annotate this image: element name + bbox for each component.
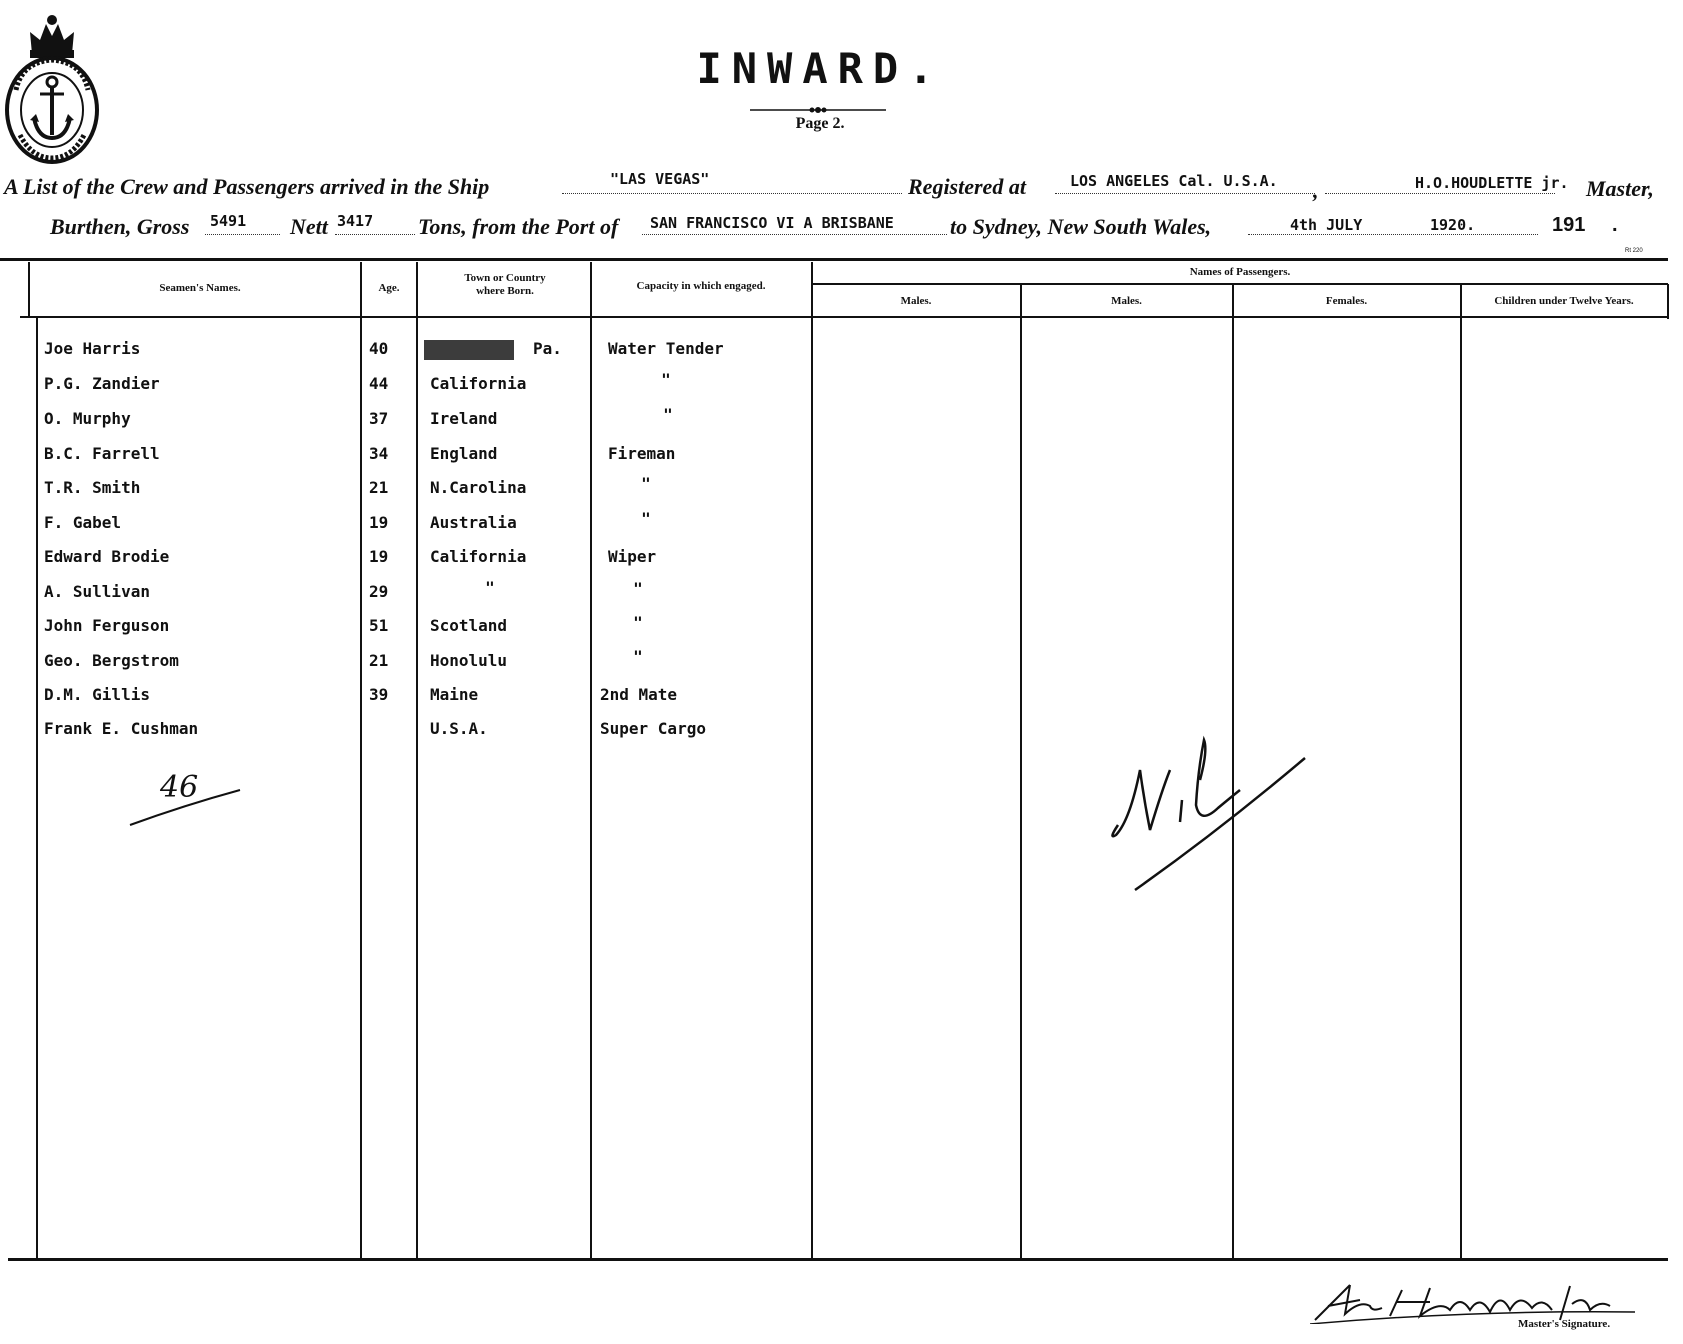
header-seamen: Seamen's Names. bbox=[159, 282, 241, 294]
col-line bbox=[1667, 284, 1669, 319]
header-born: Town or Country where Born. bbox=[464, 272, 546, 297]
crew-name: Frank E. Cushman bbox=[44, 719, 199, 738]
port-field: SAN FRANCISCO VI A BRISBANE bbox=[650, 214, 894, 232]
line2-label-port: Tons, from the Port of bbox=[418, 214, 619, 239]
master-dots bbox=[1325, 193, 1555, 194]
header-passengers: Names of Passengers. bbox=[1189, 266, 1291, 278]
port-dots bbox=[642, 234, 947, 235]
registered-field: LOS ANGELES Cal. U.S.A. bbox=[1070, 172, 1278, 190]
crew-name: Joe Harris bbox=[44, 339, 141, 358]
crew-capacity: " bbox=[633, 647, 643, 666]
header-females: Females. bbox=[1325, 295, 1368, 307]
date-dots bbox=[1248, 234, 1538, 235]
crew-born: N.Carolina bbox=[430, 478, 527, 497]
nett-field: 3417 bbox=[337, 212, 374, 230]
col-line bbox=[590, 262, 592, 1258]
col-line bbox=[1020, 284, 1022, 1258]
registered-dots bbox=[1055, 193, 1315, 194]
crew-age: 34 bbox=[369, 444, 389, 463]
crew-name: T.R. Smith bbox=[44, 478, 141, 497]
crew-born: U.S.A. bbox=[430, 719, 488, 738]
year-field: 1920. bbox=[1430, 216, 1476, 234]
struck-out-text bbox=[424, 340, 514, 360]
line1-label-registered: Registered at bbox=[908, 174, 1026, 199]
crew-born: California bbox=[430, 374, 527, 393]
page-number: Page 2. bbox=[795, 115, 845, 132]
crew-name: O. Murphy bbox=[44, 409, 131, 428]
crew-capacity: " bbox=[641, 474, 651, 493]
crew-age: 44 bbox=[369, 374, 389, 393]
header-bottom-rule bbox=[20, 316, 1668, 318]
table-top-rule bbox=[0, 258, 1668, 261]
crew-name: F. Gabel bbox=[44, 513, 122, 532]
signature-label: Master's Signature. bbox=[1518, 1318, 1611, 1330]
comma: , bbox=[1313, 178, 1319, 203]
crew-born: Maine bbox=[430, 685, 479, 704]
crew-name: D.M. Gillis bbox=[44, 685, 150, 704]
col-line bbox=[811, 262, 813, 1258]
ship-dots bbox=[562, 193, 902, 194]
passengers-subheader-rule bbox=[812, 283, 1668, 285]
crew-born: Scotland bbox=[430, 616, 508, 635]
col-line bbox=[360, 262, 362, 1258]
col-line bbox=[28, 262, 30, 317]
line1-label-ship: A List of the Crew and Passengers arrived in the Ship bbox=[4, 174, 490, 199]
handwritten-nil bbox=[1100, 730, 1320, 900]
title-ornament bbox=[750, 106, 886, 114]
crew-capacity: Water Tender bbox=[608, 339, 724, 358]
document-title: INWARD. bbox=[696, 44, 944, 93]
crew-age: 21 bbox=[369, 478, 389, 497]
crew-capacity: " bbox=[633, 579, 643, 598]
crew-age: 29 bbox=[369, 582, 389, 601]
ship-name-field: "LAS VEGAS" bbox=[610, 170, 710, 188]
header-males-2: Males. bbox=[1111, 295, 1142, 307]
crew-capacity: 2nd Mate bbox=[600, 685, 678, 704]
crew-age: 37 bbox=[369, 409, 389, 428]
nett-dots bbox=[335, 234, 415, 235]
crew-born: " bbox=[485, 578, 495, 597]
crew-name: P.G. Zandier bbox=[44, 374, 160, 393]
crew-age: 19 bbox=[369, 513, 389, 532]
crew-age: 21 bbox=[369, 651, 389, 670]
crew-name: John Ferguson bbox=[44, 616, 170, 635]
table-bottom-rule bbox=[8, 1258, 1668, 1261]
line-end: . bbox=[1612, 214, 1618, 236]
crew-capacity: Fireman bbox=[608, 444, 676, 463]
line2-label-sydney: to Sydney, New South Wales, bbox=[950, 214, 1212, 239]
count-underline bbox=[125, 780, 245, 830]
crew-name: A. Sullivan bbox=[44, 582, 150, 601]
crew-age: 51 bbox=[369, 616, 389, 635]
handwritten-count: 46 bbox=[160, 770, 199, 805]
crew-capacity: " bbox=[641, 509, 651, 528]
seal-emblem bbox=[2, 10, 102, 165]
date-field: 4th JULY bbox=[1290, 216, 1363, 234]
crew-born: England bbox=[430, 444, 498, 463]
crew-capacity: " bbox=[663, 405, 673, 424]
crew-name: Geo. Bergstrom bbox=[44, 651, 179, 670]
header-age: Age. bbox=[378, 282, 400, 294]
col-line bbox=[1460, 284, 1462, 1258]
crew-capacity: Wiper bbox=[608, 547, 657, 566]
crew-born: Pa. bbox=[533, 339, 562, 358]
crew-capacity: Super Cargo bbox=[600, 719, 706, 738]
line2-label-gross: Burthen, Gross bbox=[50, 214, 190, 239]
header-children: Children under Twelve Years. bbox=[1494, 295, 1634, 307]
crew-age: 40 bbox=[369, 339, 389, 358]
master-field: H.O.HOUDLETTE jr. bbox=[1415, 174, 1569, 192]
header-capacity: Capacity in which engaged. bbox=[636, 280, 766, 292]
crew-born: California bbox=[430, 547, 527, 566]
form-number: Rt 220 bbox=[1625, 248, 1643, 254]
crew-capacity: " bbox=[661, 370, 671, 389]
line2-label-nett: Nett bbox=[290, 214, 328, 239]
crew-age: 19 bbox=[369, 547, 389, 566]
gross-dots bbox=[205, 234, 280, 235]
crew-age: 39 bbox=[369, 685, 389, 704]
crew-name: Edward Brodie bbox=[44, 547, 170, 566]
crew-born: Australia bbox=[430, 513, 517, 532]
crew-born: Honolulu bbox=[430, 651, 508, 670]
col-line bbox=[36, 318, 38, 1258]
crew-name: B.C. Farrell bbox=[44, 444, 160, 463]
crew-born: Ireland bbox=[430, 409, 498, 428]
header-males-1: Males. bbox=[900, 295, 932, 307]
crew-capacity: " bbox=[633, 613, 643, 632]
col-line bbox=[416, 262, 418, 1258]
line1-label-master: Master, bbox=[1586, 176, 1654, 201]
year-prefix: 191 bbox=[1552, 214, 1586, 236]
gross-field: 5491 bbox=[210, 212, 247, 230]
